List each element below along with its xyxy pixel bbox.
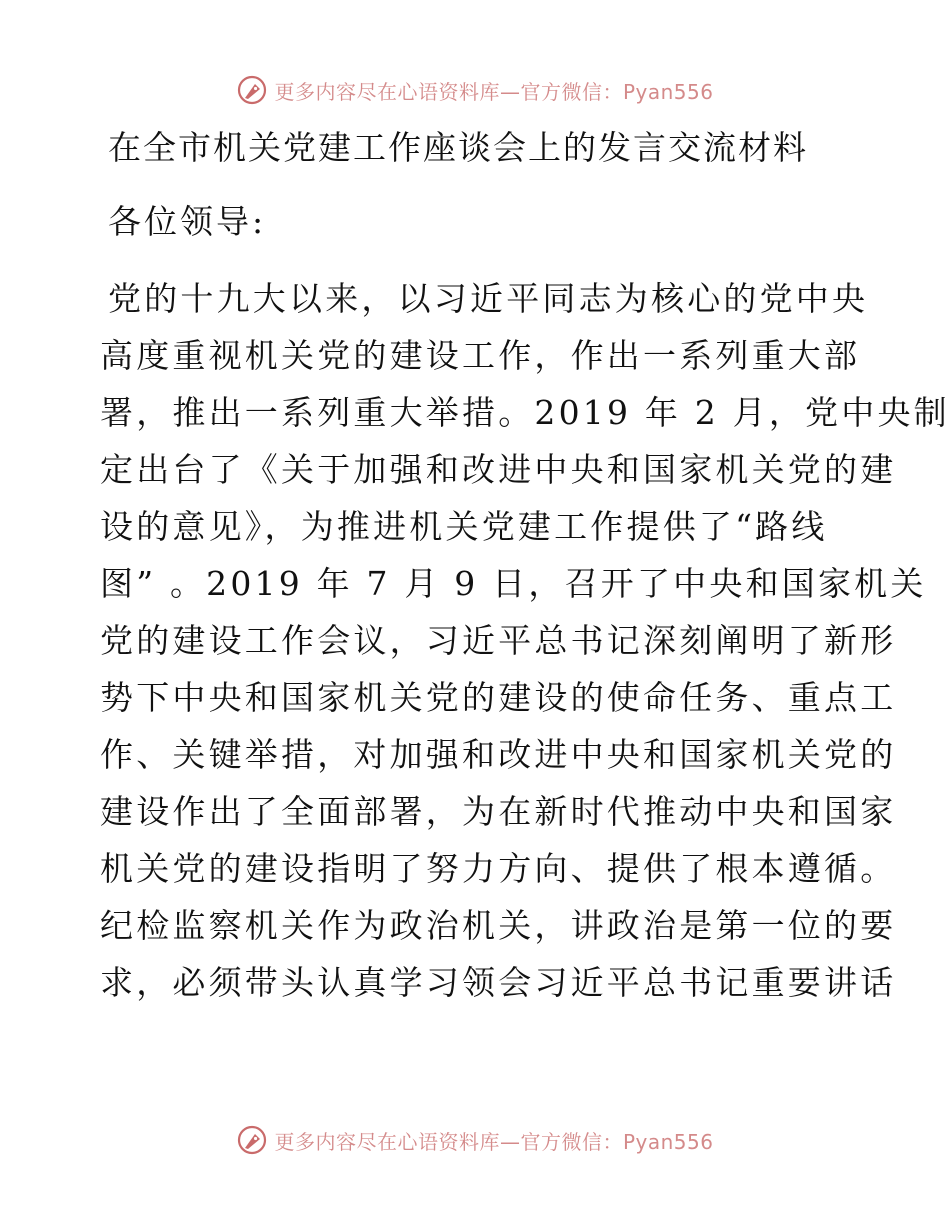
body-line: 党的建设工作会议，习近平总书记深刻阐明了新形	[100, 621, 897, 660]
body-line: 党的十九大以来，以习近平同志为核心的党中央	[108, 279, 869, 318]
body-line: 定出台了《关于加强和改进中央和国家机关党的建	[100, 450, 897, 489]
watermark-text: 更多内容尽在心语资料库—官方微信：Pyan556	[274, 1129, 714, 1154]
body-line: 作、关键举措，对加强和改进中央和国家机关党的	[100, 735, 897, 774]
body-line: 建设作出了全面部署，为在新时代推动中央和国家	[100, 792, 897, 831]
body-line: 设的意见》，为推进机关党建工作提供了“路线	[100, 507, 828, 546]
pen-nib-logo-icon	[236, 74, 268, 106]
header-watermark	[0, 70, 950, 110]
footer-watermark	[0, 1120, 950, 1160]
body-line: 高度重视机关党的建设工作，作出一系列重大部	[100, 336, 861, 375]
body-text	[100, 270, 950, 1011]
body-line: 势下中央和国家机关党的建设的使命任务、重点工	[100, 678, 897, 717]
body-line: 署，推出一系列重大举措。2019 年 2 月，党中央制	[100, 393, 950, 432]
body-line: 图” 。2019 年 7 月 9 日，召开了中央和国家机关	[100, 564, 927, 603]
pen-nib-logo-icon	[236, 1124, 268, 1156]
body-line: 纪检监察机关作为政治机关，讲政治是第一位的要	[100, 906, 897, 945]
body-line: 求，必须带头认真学习领会习近平总书记重要讲话	[100, 963, 897, 1002]
watermark-text: 更多内容尽在心语资料库—官方微信：Pyan556	[274, 79, 714, 104]
body-line: 机关党的建设指明了努力方向、提供了根本遵循。	[100, 849, 897, 888]
document-title: 在全市机关党建工作座谈会上的发言交流材料	[108, 128, 808, 167]
salutation: 各位领导:	[108, 202, 267, 241]
